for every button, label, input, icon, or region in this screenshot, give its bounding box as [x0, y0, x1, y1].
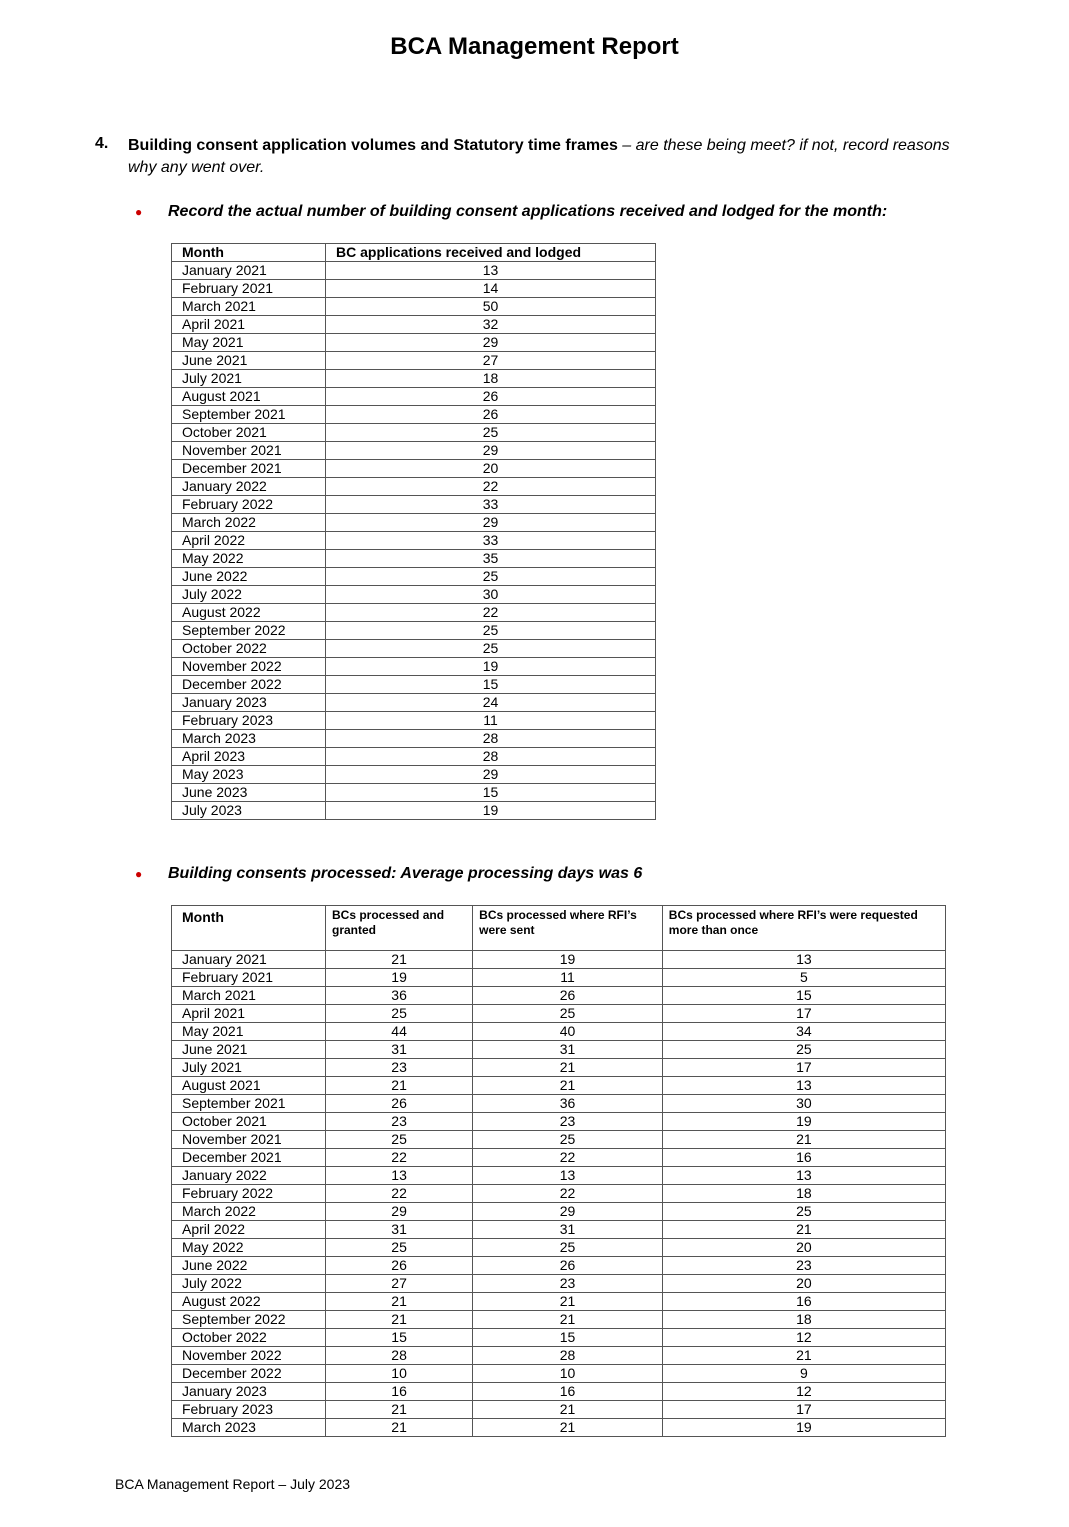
- table-row: [172, 1383, 946, 1401]
- value-cell: 16: [662, 1293, 945, 1311]
- table-row: [172, 568, 656, 586]
- value-cell: 21: [326, 1401, 473, 1419]
- section-heading: [128, 135, 958, 179]
- value-cell: 21: [326, 1293, 473, 1311]
- column-header-month: Month: [172, 244, 326, 262]
- value-cell: 28: [473, 1347, 663, 1365]
- value-cell: 13: [326, 262, 656, 280]
- month-cell: October 2021: [172, 424, 326, 442]
- value-cell: 19: [473, 951, 663, 969]
- value-cell: 14: [326, 280, 656, 298]
- value-cell: 12: [662, 1383, 945, 1401]
- value-cell: 19: [326, 969, 473, 987]
- value-cell: 13: [326, 1167, 473, 1185]
- value-cell: 21: [326, 1077, 473, 1095]
- value-cell: 23: [326, 1113, 473, 1131]
- value-cell: 13: [662, 951, 945, 969]
- column-header-granted: BCs processed and granted: [326, 906, 473, 951]
- value-cell: 27: [326, 352, 656, 370]
- value-cell: 26: [326, 1257, 473, 1275]
- processed-table: [171, 905, 946, 1437]
- table-row: [172, 1257, 946, 1275]
- value-cell: 23: [473, 1113, 663, 1131]
- month-cell: March 2023: [172, 730, 326, 748]
- value-cell: 17: [662, 1005, 945, 1023]
- value-cell: 10: [326, 1365, 473, 1383]
- month-cell: February 2022: [172, 496, 326, 514]
- value-cell: 23: [326, 1059, 473, 1077]
- value-cell: 35: [326, 550, 656, 568]
- month-cell: May 2021: [172, 1023, 326, 1041]
- month-cell: October 2022: [172, 640, 326, 658]
- value-cell: 26: [326, 1095, 473, 1113]
- month-cell: August 2022: [172, 1293, 326, 1311]
- value-cell: 21: [326, 1311, 473, 1329]
- month-cell: April 2023: [172, 748, 326, 766]
- value-cell: 30: [662, 1095, 945, 1113]
- table-row: [172, 1311, 946, 1329]
- applications-table: [171, 243, 656, 820]
- value-cell: 31: [326, 1041, 473, 1059]
- value-cell: 29: [326, 514, 656, 532]
- month-cell: February 2022: [172, 1185, 326, 1203]
- table-row: [172, 1131, 946, 1149]
- value-cell: 50: [326, 298, 656, 316]
- month-cell: April 2022: [172, 1221, 326, 1239]
- page-footer: BCA Management Report – July 2023: [115, 1476, 351, 1492]
- table-header-row: [172, 244, 656, 262]
- month-cell: July 2023: [172, 802, 326, 820]
- month-cell: November 2022: [172, 658, 326, 676]
- value-cell: 20: [662, 1239, 945, 1257]
- value-cell: 25: [326, 568, 656, 586]
- value-cell: 25: [326, 1005, 473, 1023]
- value-cell: 15: [326, 784, 656, 802]
- value-cell: 19: [326, 658, 656, 676]
- month-cell: April 2022: [172, 532, 326, 550]
- table-row: [172, 604, 656, 622]
- month-cell: June 2023: [172, 784, 326, 802]
- value-cell: 13: [662, 1077, 945, 1095]
- value-cell: 34: [662, 1023, 945, 1041]
- value-cell: 12: [662, 1329, 945, 1347]
- table-row: [172, 550, 656, 568]
- month-cell: April 2021: [172, 1005, 326, 1023]
- value-cell: 25: [326, 622, 656, 640]
- value-cell: 32: [326, 316, 656, 334]
- value-cell: 18: [662, 1311, 945, 1329]
- month-cell: January 2022: [172, 478, 326, 496]
- month-cell: July 2021: [172, 1059, 326, 1077]
- table-row: [172, 1239, 946, 1257]
- value-cell: 16: [662, 1149, 945, 1167]
- table-row: [172, 676, 656, 694]
- value-cell: 16: [473, 1383, 663, 1401]
- month-cell: June 2021: [172, 1041, 326, 1059]
- value-cell: 25: [662, 1203, 945, 1221]
- month-cell: June 2022: [172, 1257, 326, 1275]
- table-row: [172, 1275, 946, 1293]
- value-cell: 29: [473, 1203, 663, 1221]
- table-row: [172, 478, 656, 496]
- value-cell: 25: [473, 1005, 663, 1023]
- month-cell: January 2021: [172, 951, 326, 969]
- table-row: [172, 969, 946, 987]
- section-heading-italic: – are these being meet? if not, record reasons why any went over.: [128, 137, 950, 176]
- table-row: [172, 334, 656, 352]
- table-row: [172, 424, 656, 442]
- month-cell: December 2021: [172, 460, 326, 478]
- value-cell: 44: [326, 1023, 473, 1041]
- table-row: [172, 1185, 946, 1203]
- value-cell: 16: [326, 1383, 473, 1401]
- column-header-applications: BC applications received and lodged: [326, 244, 656, 262]
- month-cell: October 2022: [172, 1329, 326, 1347]
- month-cell: September 2021: [172, 406, 326, 424]
- value-cell: 23: [473, 1275, 663, 1293]
- table-row: [172, 1221, 946, 1239]
- table-row: [172, 987, 946, 1005]
- value-cell: 13: [473, 1167, 663, 1185]
- value-cell: 10: [473, 1365, 663, 1383]
- value-cell: 28: [326, 748, 656, 766]
- table-row: [172, 1401, 946, 1419]
- value-cell: 21: [662, 1221, 945, 1239]
- table-row: [172, 802, 656, 820]
- value-cell: 17: [662, 1059, 945, 1077]
- value-cell: 24: [326, 694, 656, 712]
- month-cell: June 2021: [172, 352, 326, 370]
- table-row: [172, 586, 656, 604]
- table-row: [172, 298, 656, 316]
- table-row: [172, 352, 656, 370]
- value-cell: 20: [662, 1275, 945, 1293]
- month-cell: February 2021: [172, 969, 326, 987]
- table-row: [172, 1077, 946, 1095]
- month-cell: January 2023: [172, 694, 326, 712]
- value-cell: 25: [326, 1239, 473, 1257]
- month-cell: December 2022: [172, 676, 326, 694]
- month-cell: March 2021: [172, 298, 326, 316]
- value-cell: 29: [326, 442, 656, 460]
- table-row: [172, 1149, 946, 1167]
- month-cell: June 2022: [172, 568, 326, 586]
- table-row: [172, 1095, 946, 1113]
- month-cell: August 2022: [172, 604, 326, 622]
- value-cell: 21: [326, 951, 473, 969]
- value-cell: 36: [326, 987, 473, 1005]
- month-cell: August 2021: [172, 388, 326, 406]
- value-cell: 15: [662, 987, 945, 1005]
- value-cell: 18: [326, 370, 656, 388]
- value-cell: 19: [326, 802, 656, 820]
- value-cell: 18: [662, 1185, 945, 1203]
- table-row: [172, 1293, 946, 1311]
- table-row: [172, 622, 656, 640]
- value-cell: 31: [473, 1221, 663, 1239]
- section-heading-bold: Building consent application volumes and Statutory time frames: [128, 137, 618, 154]
- month-cell: May 2022: [172, 1239, 326, 1257]
- value-cell: 28: [326, 1347, 473, 1365]
- month-cell: September 2022: [172, 1311, 326, 1329]
- table-row: [172, 1059, 946, 1077]
- value-cell: 17: [662, 1401, 945, 1419]
- column-header-month: Month: [172, 906, 326, 951]
- table-row: [172, 442, 656, 460]
- month-cell: May 2022: [172, 550, 326, 568]
- table-row: [172, 280, 656, 298]
- value-cell: 21: [326, 1419, 473, 1437]
- value-cell: 21: [662, 1131, 945, 1149]
- month-cell: December 2022: [172, 1365, 326, 1383]
- value-cell: 31: [473, 1041, 663, 1059]
- table-row: [172, 730, 656, 748]
- table-row: [172, 748, 656, 766]
- month-cell: November 2021: [172, 442, 326, 460]
- value-cell: 15: [473, 1329, 663, 1347]
- table-row: [172, 640, 656, 658]
- value-cell: 36: [473, 1095, 663, 1113]
- value-cell: 21: [473, 1311, 663, 1329]
- value-cell: 22: [473, 1185, 663, 1203]
- table-row: [172, 1419, 946, 1437]
- table-row: [172, 766, 656, 784]
- value-cell: 9: [662, 1365, 945, 1383]
- table-row: [172, 262, 656, 280]
- table-row: [172, 1113, 946, 1131]
- table-row: [172, 712, 656, 730]
- value-cell: 25: [662, 1041, 945, 1059]
- month-cell: January 2021: [172, 262, 326, 280]
- table-row: [172, 496, 656, 514]
- month-cell: July 2021: [172, 370, 326, 388]
- value-cell: 26: [473, 1257, 663, 1275]
- month-cell: September 2022: [172, 622, 326, 640]
- column-header-rfi-multiple: BCs processed where RFI’s were requested more than once: [662, 906, 945, 951]
- page-title: BCA Management Report: [390, 33, 679, 60]
- value-cell: 29: [326, 1203, 473, 1221]
- value-cell: 31: [326, 1221, 473, 1239]
- value-cell: 15: [326, 676, 656, 694]
- table-row: [172, 388, 656, 406]
- table-row: [172, 1203, 946, 1221]
- month-cell: July 2022: [172, 586, 326, 604]
- value-cell: 25: [326, 424, 656, 442]
- value-cell: 15: [326, 1329, 473, 1347]
- table-row: [172, 532, 656, 550]
- value-cell: 25: [473, 1239, 663, 1257]
- table-row: [172, 784, 656, 802]
- value-cell: 11: [473, 969, 663, 987]
- month-cell: September 2021: [172, 1095, 326, 1113]
- value-cell: 26: [473, 987, 663, 1005]
- table-row: [172, 1167, 946, 1185]
- value-cell: 27: [326, 1275, 473, 1293]
- value-cell: 22: [326, 604, 656, 622]
- value-cell: 40: [473, 1023, 663, 1041]
- value-cell: 5: [662, 969, 945, 987]
- table-row: [172, 1347, 946, 1365]
- value-cell: 19: [662, 1419, 945, 1437]
- value-cell: 25: [326, 640, 656, 658]
- value-cell: 21: [473, 1293, 663, 1311]
- value-cell: 20: [326, 460, 656, 478]
- value-cell: 21: [662, 1347, 945, 1365]
- month-cell: April 2021: [172, 316, 326, 334]
- bullet-text-applications: Record the actual number of building consent applications received and lodged for the month:: [168, 203, 888, 220]
- table-row: [172, 514, 656, 532]
- value-cell: 26: [326, 388, 656, 406]
- value-cell: 22: [326, 1149, 473, 1167]
- value-cell: 25: [326, 1131, 473, 1149]
- value-cell: 29: [326, 334, 656, 352]
- value-cell: 13: [662, 1167, 945, 1185]
- month-cell: March 2021: [172, 987, 326, 1005]
- value-cell: 21: [473, 1077, 663, 1095]
- value-cell: 19: [662, 1113, 945, 1131]
- value-cell: 21: [473, 1419, 663, 1437]
- month-cell: March 2022: [172, 514, 326, 532]
- value-cell: 30: [326, 586, 656, 604]
- month-cell: July 2022: [172, 1275, 326, 1293]
- month-cell: October 2021: [172, 1113, 326, 1131]
- bullet-icon: ●: [135, 867, 143, 881]
- month-cell: May 2023: [172, 766, 326, 784]
- column-header-rfi-sent: BCs processed where RFI’s were sent: [473, 906, 663, 951]
- month-cell: February 2023: [172, 1401, 326, 1419]
- value-cell: 26: [326, 406, 656, 424]
- month-cell: May 2021: [172, 334, 326, 352]
- month-cell: January 2023: [172, 1383, 326, 1401]
- table-row: [172, 658, 656, 676]
- month-cell: March 2023: [172, 1419, 326, 1437]
- bullet-text-processed: Building consents processed: Average processing days was 6: [168, 865, 643, 882]
- table-row: [172, 1365, 946, 1383]
- section-number: 4.: [95, 135, 109, 152]
- value-cell: 23: [662, 1257, 945, 1275]
- table-row: [172, 370, 656, 388]
- value-cell: 29: [326, 766, 656, 784]
- value-cell: 11: [326, 712, 656, 730]
- table-row: [172, 1023, 946, 1041]
- value-cell: 21: [473, 1059, 663, 1077]
- month-cell: December 2021: [172, 1149, 326, 1167]
- month-cell: November 2022: [172, 1347, 326, 1365]
- month-cell: August 2021: [172, 1077, 326, 1095]
- value-cell: 25: [473, 1131, 663, 1149]
- bullet-icon: ●: [135, 205, 143, 219]
- value-cell: 33: [326, 496, 656, 514]
- table-row: [172, 951, 946, 969]
- month-cell: March 2022: [172, 1203, 326, 1221]
- month-cell: November 2021: [172, 1131, 326, 1149]
- value-cell: 33: [326, 532, 656, 550]
- table-row: [172, 406, 656, 424]
- table-row: [172, 1005, 946, 1023]
- month-cell: February 2023: [172, 712, 326, 730]
- table-header-row: [172, 906, 946, 951]
- table-row: [172, 1329, 946, 1347]
- value-cell: 22: [326, 1185, 473, 1203]
- value-cell: 22: [326, 478, 656, 496]
- table-row: [172, 1041, 946, 1059]
- table-row: [172, 460, 656, 478]
- value-cell: 22: [473, 1149, 663, 1167]
- table-row: [172, 316, 656, 334]
- month-cell: February 2021: [172, 280, 326, 298]
- value-cell: 28: [326, 730, 656, 748]
- value-cell: 21: [473, 1401, 663, 1419]
- table-row: [172, 694, 656, 712]
- month-cell: January 2022: [172, 1167, 326, 1185]
